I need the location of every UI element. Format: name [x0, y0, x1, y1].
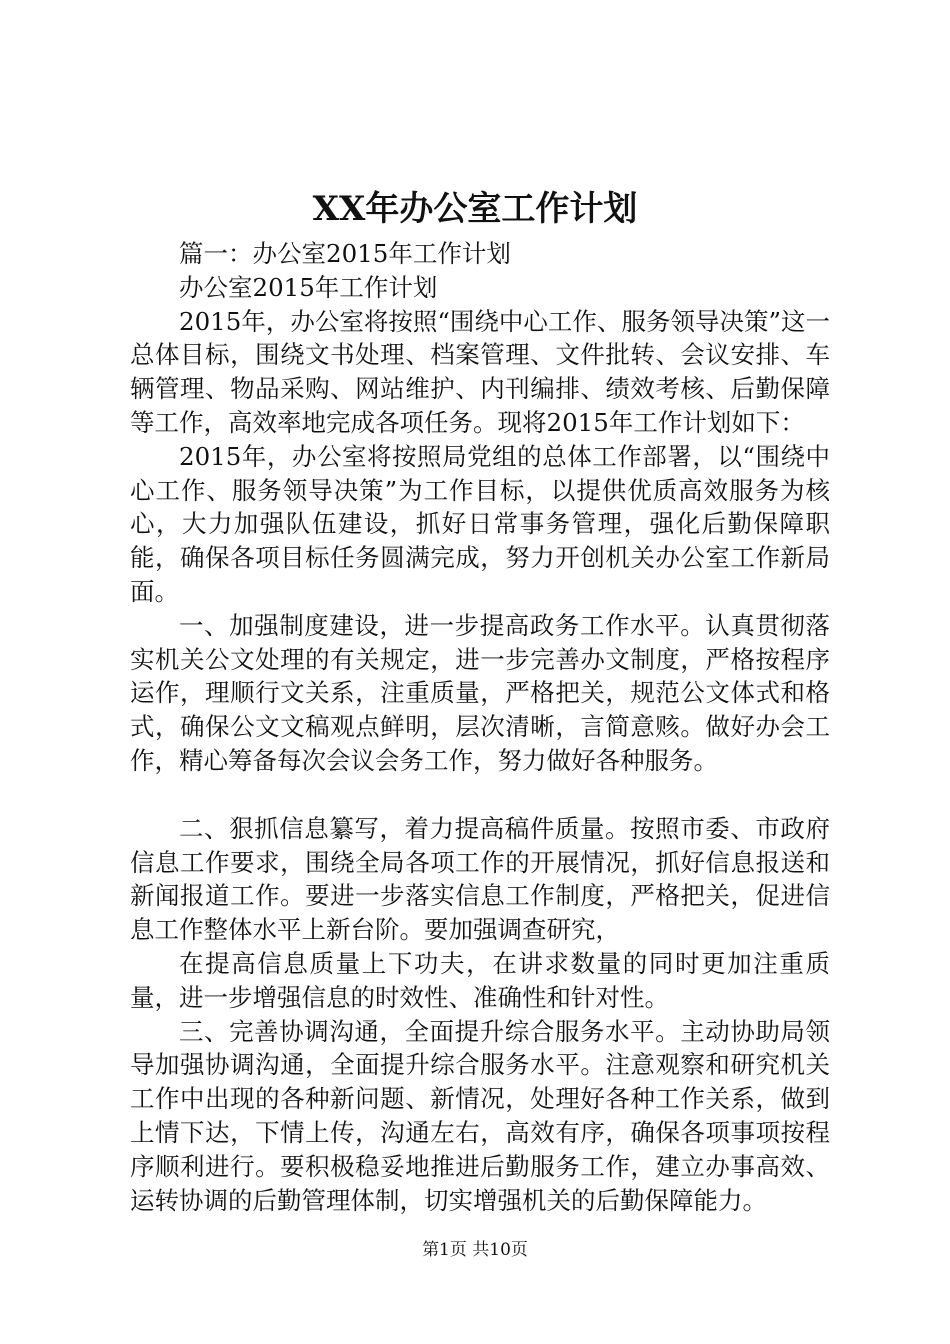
paragraph-point-1: 一、加强制度建设，进一步提高政务工作水平。认真贯彻落实机关公文处理的有关规定，进一步完善办文制度，严格按程序运作，理顺行文关系，注重质量，严格把关，规范公文体式和格式，确保公文文稿观点鲜明，层次清晰，言简意赅。做好办会工作，精心筹备每次会议会务工作，努力做好各种服务。 — [130, 610, 830, 775]
document-title: XX年办公室工作计划 — [312, 189, 638, 229]
page-footer: 第1页 共10页 — [422, 1240, 528, 1260]
paragraph-point-3: 三、完善协调沟通，全面提升综合服务水平。主动协助局领导加强协调沟通，全面提升综合服务水平。注意观察和研究机关工作中出现的各种新问题、新情况，处理好各种工作关系，做到上情下达，下情上传，沟通左右，高效有序，确保各项事项按程序顺利进行。要积极稳妥地推进后勤服务工作，建立办事高效、运转协调的后勤管理体制，切实增强机关的后勤保障能力。 — [130, 1016, 830, 1215]
paragraph-point-2: 二、狠抓信息纂写，着力提高稿件质量。按照市委、市政府信息工作要求，围绕全局各项工作的开展情况，抓好信息报送和新闻报道工作。要进一步落实信息工作制度，严格把关，促进信息工作整体水平上新台阶。要加强调查研究， — [130, 813, 830, 945]
subheading: 办公室2015年工作计划 — [179, 272, 438, 302]
paragraph-point-2-continued: 在提高信息质量上下功夫，在讲求数量的同时更加注重质量，进一步增强信息的时效性、准确性和针对性。 — [130, 948, 830, 1012]
section-heading: 篇一：办公室2015年工作计划 — [179, 239, 511, 268]
paragraph-overview: 2015年，办公室将按照局党组的总体工作部署，以“围绕中心工作、服务领导决策”为工作目标，以提供优质高效服务为核心，大力加强队伍建设，抓好日常事务管理，强化后勤保障职能，确保各项目标任务圆满完成，努力开创机关办公室工作新局面。 — [130, 441, 830, 606]
paragraph-intro: 2015年，办公室将按照“围绕中心工作、服务领导决策”这一总体目标，围绕文书处理、档案管理、文件批转、会议安排、车辆管理、物品采购、网站维护、内刊编排、绩效考核、后勤保障等工作，高效率地完成各项任务。现将2015年工作计划如下： — [130, 306, 830, 437]
document-body — [130, 237, 830, 1217]
